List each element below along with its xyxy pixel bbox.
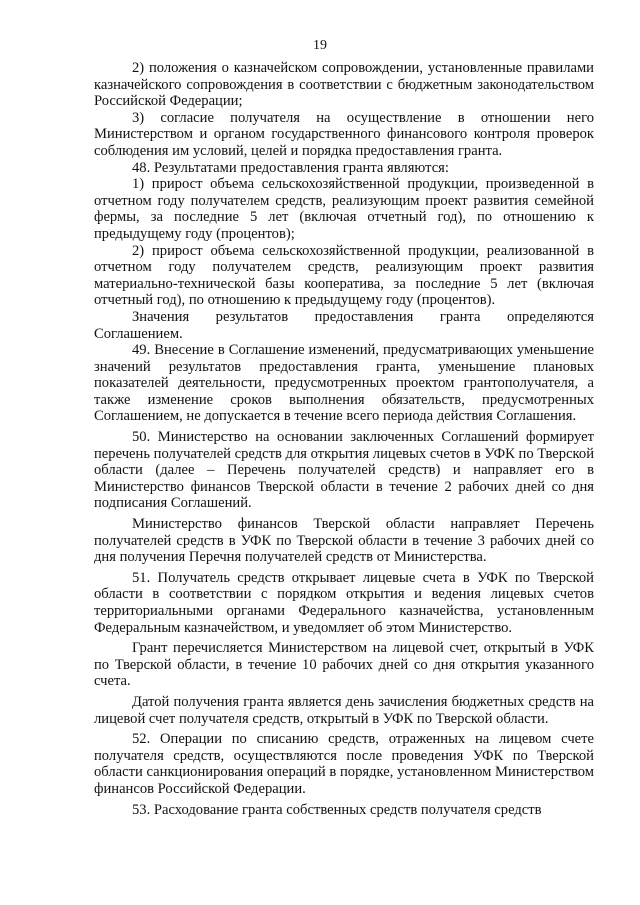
paragraph: 52. Операции по списанию средств, отраженных на лицевом счете получателя средств, осуществляются после проведения УФК по Тверской области санкционирования операций в порядке, установленном Министерством финансов Российской Федерации. [94,731,594,797]
paragraph: 2) положения о казначейском сопровождении, установленные правилами казначейского сопровождения в соответствии с бюджетным законодательством Российской Федерации; [94,60,594,110]
paragraph: 51. Получатель средств открывает лицевые счета в УФК по Тверской области в соответствии с порядком открытия и ведения лицевых счетов территориальными органами Федерального казначейства, установленным Федеральным казначейством, и уведомляет об этом Министерство. [94,569,594,636]
paragraph: Министерство финансов Тверской области направляет Перечень получателей средств в УФК по Тверской области в течение 3 рабочих дней со дня получения Перечня получателей средств от Министерства. [94,516,594,566]
paragraph: 49. Внесение в Соглашение изменений, предусматривающих уменьшение значений результатов предоставления гранта, уменьшение плановых показателей деятельности, предусмотренных проектом грантополучателя, а также изменение сроков выполнения обязательств, предусмотренных Соглашением, не допускается в течение всего периода действия Соглашения. [94,342,594,425]
page-number: 19 [313,38,327,53]
paragraph: Грант перечисляется Министерством на лицевой счет, открытый в УФК по Тверской области, в течение 10 рабочих дней со дня открытия указанного счета. [94,640,594,690]
paragraph: 1) прирост объема сельскохозяйственной продукции, произведенной в отчетном году получателем средств, реализующим проект развития семейной фермы, за последние 5 лет (включая отчетный год), по отношению к предыдущему году (процентов); [94,176,594,242]
document-body [94,60,594,818]
paragraph: 48. Результатами предоставления гранта являются: [132,159,449,176]
paragraph: 50. Министерство на основании заключенных Соглашений формирует перечень получателей средств для открытия лицевых счетов в УФК по Тверской области (далее – Перечень получателей средств) и направляет его в Министерство финансов Тверской области в течение 2 рабочих дней со дня подписания Соглашений. [94,429,595,512]
paragraph: 53. Расходование гранта собственных средств получателя средств [132,801,542,818]
paragraph: Значения результатов предоставления гранта определяются Соглашением. [94,308,594,342]
paragraph: 3) согласие получателя на осуществление в отношении него Министерством и органом государственного финансового контроля проверок соблюдения им условий, целей и порядка предоставления гранта. [94,109,594,159]
paragraph: Датой получения гранта является день зачисления бюджетных средств на лицевой счет получателя средств, открытый в УФК по Тверской области. [94,693,594,727]
paragraph: 2) прирост объема сельскохозяйственной продукции, реализованной в отчетном году получателем средств, реализующим проект развития материально-технической базы кооператива, за последние 5 лет (включая отчетный год), по отношению к предыдущему году (процентов). [94,242,594,309]
